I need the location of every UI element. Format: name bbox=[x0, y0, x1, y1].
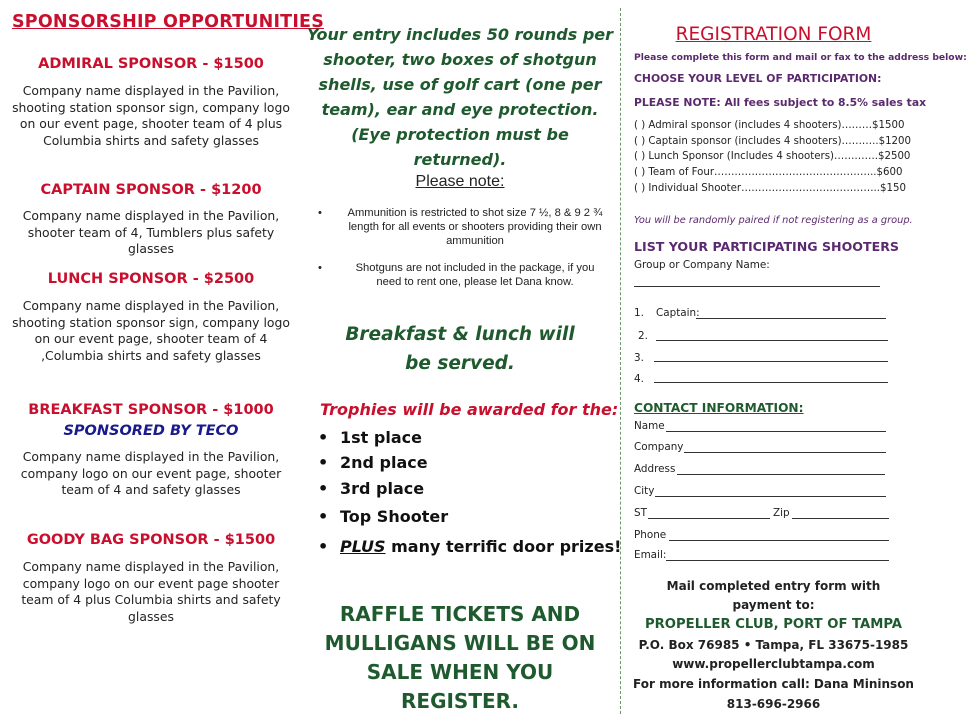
club-name: PROPELLER CLUB, PORT OF TAMPA bbox=[644, 617, 903, 632]
entry-line: shells, use of golf cart (one per bbox=[318, 75, 602, 94]
trophy-item bbox=[318, 507, 448, 526]
door-prizes-text: many terrific door prizes! bbox=[385, 537, 622, 556]
goody-bag-sponsor-description: Company name displayed in the Pavilion, company logo on our event page shooter team of 4 plus Columbia shirts and safety glasses bbox=[21, 559, 281, 624]
trophy-label: Top Shooter bbox=[340, 507, 449, 526]
mail-instructions: Mail completed entry form with bbox=[666, 579, 881, 593]
captain-sponsor-heading: CAPTAIN SPONSOR - $1200 bbox=[40, 182, 262, 198]
bullet-icon: • bbox=[318, 453, 329, 472]
shooter-number: 1. bbox=[634, 307, 644, 319]
trophy-item bbox=[318, 428, 422, 447]
bullet-icon: • bbox=[318, 479, 329, 498]
email-label: Email: bbox=[634, 549, 667, 561]
breakfast-sponsor-heading: BREAKFAST SPONSOR - $1000 bbox=[28, 402, 274, 418]
mailing-address: P.O. Box 76985 • Tampa, FL 33675-1985 bbox=[638, 638, 909, 652]
phone-label: Phone bbox=[634, 529, 667, 541]
lunch-sponsor-heading: LUNCH SPONSOR - $2500 bbox=[47, 271, 255, 287]
trophy-label: 3rd place bbox=[340, 479, 425, 498]
ammunition-note-text: Ammunition is restricted to shot size 7 ½, 8 & 9 2 ¾ length for all events or shooters providing their own ammunition bbox=[347, 207, 603, 247]
breakfast-sponsored-by: SPONSORED BY TECO bbox=[63, 423, 239, 439]
bullet-icon: • bbox=[318, 207, 322, 219]
state-field[interactable] bbox=[648, 518, 770, 519]
shooter-1-field[interactable] bbox=[696, 318, 886, 319]
address-field[interactable] bbox=[677, 474, 885, 475]
company-field[interactable] bbox=[684, 452, 886, 453]
captain-sponsor-description: Company name displayed in the Pavilion, shooter team of 4, Tumblers plus safety glasses bbox=[22, 208, 280, 257]
raffle-line: MULLIGANS WILL BE ON bbox=[324, 631, 596, 655]
name-label: Name bbox=[634, 420, 665, 432]
contact-information-heading: CONTACT INFORMATION: bbox=[634, 401, 804, 415]
shooter-number: 2. bbox=[638, 330, 648, 342]
lunch-sponsor-description: Company name displayed in the Pavilion, shooting station sponsor sign, company logo on our event page, shooter team of 4 ,Columbia shirts and safety glasses bbox=[12, 298, 290, 363]
goody-bag-sponsor-heading: GOODY BAG SPONSOR - $1500 bbox=[26, 532, 276, 548]
bullet-icon: • bbox=[318, 428, 329, 447]
company-label: Company bbox=[634, 441, 684, 453]
admiral-sponsor-heading: ADMIRAL SPONSOR - $1500 bbox=[38, 56, 264, 72]
captain-label: Captain: bbox=[656, 307, 700, 319]
trophy-label: 1st place bbox=[340, 428, 422, 447]
registration-form bbox=[624, 0, 967, 720]
zip-label: Zip bbox=[773, 507, 790, 519]
shooter-2-field[interactable] bbox=[656, 340, 888, 341]
meal-line: Breakfast & lunch will bbox=[345, 324, 575, 345]
admiral-sponsor-description: Company name displayed in the Pavilion, shooting station sponsor sign, company logo on our event page, shooter team of 4 plus Columbia shirts and safety glasses bbox=[12, 83, 290, 148]
state-label: ST bbox=[634, 507, 647, 519]
mail-instructions-2: payment to: bbox=[732, 598, 815, 612]
bullet-icon: • bbox=[318, 262, 322, 274]
entry-line: Your entry includes 50 rounds per bbox=[306, 25, 614, 44]
option-lunch[interactable]: ( ) Lunch Sponsor (Includes 4 shooters)………….$2500 bbox=[634, 151, 911, 162]
participating-shooters-heading: LIST YOUR PARTICIPATING SHOOTERS bbox=[634, 239, 899, 254]
random-pairing-note: You will be randomly paired if not registering as a group. bbox=[634, 215, 913, 226]
entry-includes-text bbox=[304, 22, 616, 172]
sales-tax-note: PLEASE NOTE: All fees subject to 8.5% sales tax bbox=[634, 96, 927, 109]
phone-field[interactable] bbox=[669, 540, 889, 541]
sponsorship-title: SPONSORSHIP OPPORTUNITIES bbox=[12, 12, 324, 32]
trophy-item bbox=[318, 453, 428, 472]
name-field[interactable] bbox=[666, 431, 886, 432]
bullet-icon: • bbox=[318, 537, 329, 556]
option-individual[interactable]: ( ) Individual Shooter…………………………………..$150 bbox=[634, 183, 906, 194]
registration-form-title: REGISTRATION FORM bbox=[675, 24, 872, 45]
group-name-field[interactable] bbox=[634, 286, 880, 287]
raffle-line: REGISTER. bbox=[401, 689, 519, 713]
shooter-4-field[interactable] bbox=[654, 382, 888, 383]
email-field[interactable] bbox=[666, 560, 889, 561]
trophy-label: 2nd place bbox=[340, 453, 428, 472]
zip-field[interactable] bbox=[792, 518, 889, 519]
please-note-heading: Please note: bbox=[415, 173, 505, 190]
door-prizes-item bbox=[318, 537, 621, 556]
meal-announcement bbox=[304, 320, 616, 378]
raffle-announcement bbox=[304, 600, 616, 716]
column-divider bbox=[620, 8, 621, 714]
entry-line: team), ear and eye protection. bbox=[321, 100, 599, 119]
shotgun-note-text: Shotguns are not included in the package, if you need to rent one, please let Dana know. bbox=[355, 262, 595, 288]
bullet-icon: • bbox=[318, 507, 329, 526]
raffle-line: RAFFLE TICKETS AND bbox=[339, 602, 581, 626]
breakfast-sponsor-description: Company name displayed in the Pavilion, company logo on our event page, shooter team of 4 and safety glasses bbox=[20, 449, 282, 498]
shooter-3-field[interactable] bbox=[654, 361, 888, 362]
trophy-item bbox=[318, 479, 424, 498]
option-admiral[interactable]: ( ) Admiral sponsor (includes 4 shooters)………$1500 bbox=[634, 120, 905, 131]
event-details-column bbox=[304, 0, 622, 720]
group-name-label: Group or Company Name: bbox=[634, 259, 770, 271]
form-instructions: Please complete this form and mail or fax to the address below: bbox=[634, 52, 967, 63]
city-field[interactable] bbox=[655, 496, 886, 497]
raffle-line: SALE WHEN YOU bbox=[366, 660, 554, 684]
ammunition-note bbox=[318, 206, 608, 248]
phone-number: 813-696-2966 bbox=[726, 697, 821, 711]
entry-line: shooter, two boxes of shotgun bbox=[323, 50, 597, 69]
info-contact: For more information call: Dana Mininson bbox=[633, 677, 914, 691]
shooter-number: 3. bbox=[634, 352, 644, 364]
option-captain[interactable]: ( ) Captain sponsor (includes 4 shooters)………..$1200 bbox=[634, 136, 912, 147]
shooter-number: 4. bbox=[634, 373, 644, 385]
option-team-of-four[interactable]: ( ) Team of Four………………………………………...$600 bbox=[634, 167, 903, 178]
trophies-heading: Trophies will be awarded for the: bbox=[320, 400, 619, 419]
website-link[interactable]: www.propellerclubtampa.com bbox=[672, 657, 875, 671]
meal-line: be served. bbox=[405, 353, 515, 374]
shotgun-note bbox=[318, 261, 608, 289]
entry-line: (Eye protection must be returned). bbox=[351, 125, 569, 169]
city-label: City bbox=[634, 485, 655, 497]
address-label: Address bbox=[634, 463, 676, 475]
sponsorship-column bbox=[0, 0, 324, 720]
participation-level-label: CHOOSE YOUR LEVEL OF PARTICIPATION: bbox=[634, 72, 882, 85]
plus-word: PLUS bbox=[340, 537, 386, 556]
